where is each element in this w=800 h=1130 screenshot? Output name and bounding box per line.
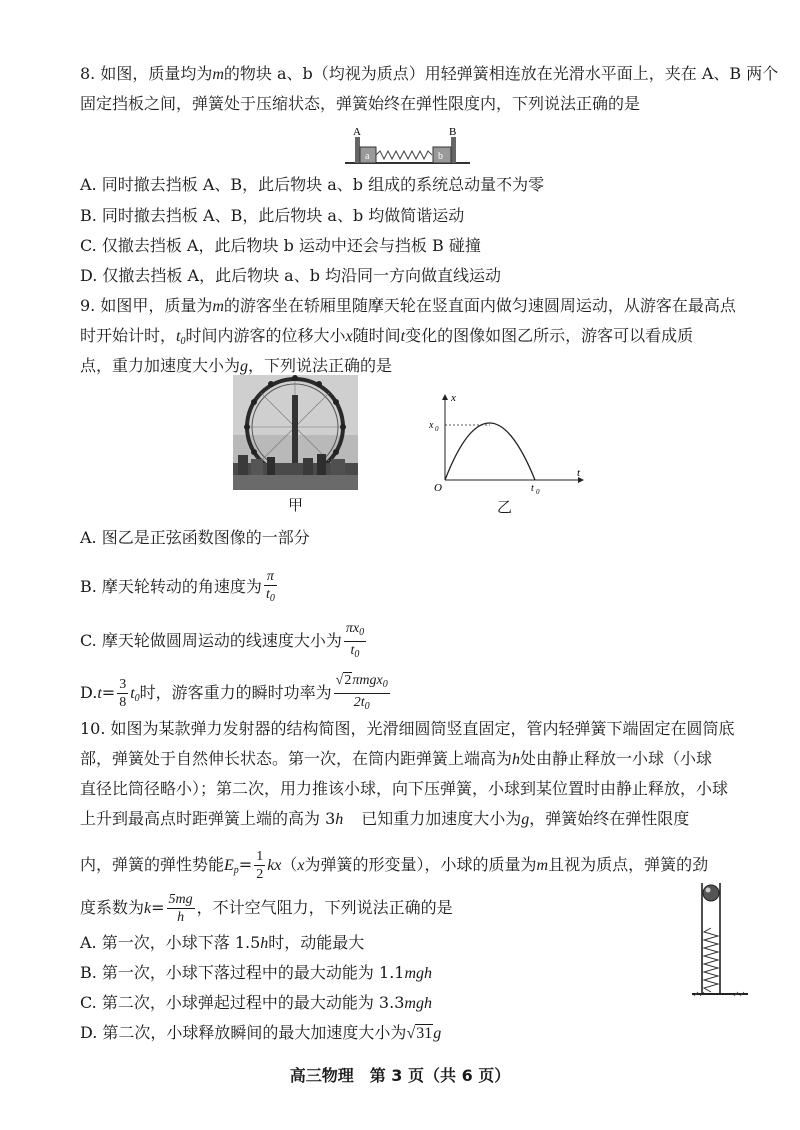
q10-line-1: 10. 如图为某款弹力发射器的结构简图，光滑细圆筒竖直固定，管内轻弹簧下端固定在圆筒底	[80, 719, 735, 738]
q10-line-6	[80, 891, 453, 926]
radicand: 31	[416, 1025, 433, 1042]
frac-den	[334, 694, 390, 715]
x0-label: x	[429, 420, 434, 431]
var-g: g	[433, 1025, 442, 1042]
den-sub: 0	[269, 593, 275, 604]
frac-den	[344, 642, 366, 663]
num-rest: πmgx	[352, 673, 383, 688]
q9-option-c	[80, 620, 368, 663]
var-m: m	[212, 66, 224, 83]
q9-text: 变化的图像如图乙所示，游客可以看成质	[405, 326, 694, 345]
q9-line-1	[80, 295, 736, 318]
ball	[703, 885, 719, 901]
q8-line-1	[80, 63, 778, 86]
equals: =	[101, 683, 116, 702]
sqrt-two: √2	[335, 673, 352, 688]
q10-text: 已知重力加速度大小为	[361, 809, 522, 828]
q10-optA-text: 时，动能最大	[268, 933, 365, 952]
den-2t: 2t	[353, 695, 365, 710]
barrier-a	[355, 137, 360, 163]
equals: =	[238, 855, 253, 874]
q10-option-c	[80, 992, 432, 1015]
var-t: t	[400, 328, 406, 345]
frac-num: 5mg	[168, 892, 193, 907]
var-h: h	[512, 751, 521, 768]
caption-jia: 甲	[288, 496, 304, 514]
q9-option-b	[80, 568, 279, 607]
q10-optC-text: C. 第二次，小球弹起过程中的最大动能为 3.3	[80, 993, 405, 1012]
q10-optA-text: A. 第一次，小球下落 1.5	[80, 933, 261, 952]
omega-fraction	[264, 568, 277, 607]
displacement-curve	[445, 423, 535, 480]
var-mgh: mgh	[404, 965, 433, 982]
q9-displacement-graph	[425, 390, 590, 495]
q10-line-4	[80, 808, 689, 831]
velocity-fraction	[344, 620, 366, 663]
q10-text: 处由静止释放一小球（小球	[520, 749, 713, 768]
frac-num	[334, 672, 390, 694]
q10-option-b	[80, 962, 432, 985]
opt-d-letter: D.	[80, 683, 98, 702]
q9-optD-text: 时，游客重力的瞬时功率为	[139, 683, 332, 702]
x0-sub: 0	[435, 425, 439, 433]
q10-text: （	[281, 855, 298, 874]
den-sub: 0	[354, 649, 360, 660]
q9-text: 随时间	[352, 326, 401, 345]
frac-den: h	[177, 910, 185, 925]
frac-num: 3	[119, 677, 127, 692]
q8-spring-figure	[345, 125, 470, 167]
num-sub: 0	[382, 679, 388, 690]
origin-label: O	[434, 482, 442, 494]
var-m: m	[536, 857, 549, 874]
k-fraction	[167, 891, 195, 926]
den-sub: 0	[364, 701, 370, 712]
t0-sub: 0	[536, 488, 540, 495]
block-a-label: a	[365, 151, 370, 162]
q9-line-2	[80, 325, 693, 353]
den-t: t	[265, 587, 270, 602]
var-Ep: E	[224, 857, 234, 874]
half-fraction	[254, 848, 265, 883]
var-t: t	[97, 685, 102, 702]
q9-text: ，下列说法正确的是	[248, 356, 393, 375]
t0-label: t	[531, 483, 534, 494]
q9-text: 的游客坐在轿厢里随摩天轮在竖直面内做匀速圆周运动，从游客在最高点	[223, 296, 736, 315]
q10-text: 为弹簧的形变量），小球的质量为	[304, 855, 537, 874]
power-fraction	[334, 672, 390, 715]
var-t0-sub: 0	[134, 693, 140, 704]
q8-option-a: A. 同时撤去挡板 A、B，此后物块 a、b 组成的系统总动量不为零	[80, 175, 545, 194]
q10-text: 度系数为	[80, 898, 145, 917]
q8-option-b: B. 同时撤去挡板 A、B，此后物块 a、b 均做简谐运动	[80, 206, 465, 225]
q10-text: 部，弹簧处于自然伸长状态。第一次，在筒内距弹簧上端高为	[80, 749, 513, 768]
equals: =	[151, 898, 165, 917]
radicand: 2	[344, 673, 352, 688]
q10-line-2	[80, 748, 712, 771]
var-x: x	[345, 328, 353, 345]
frac-den	[264, 586, 277, 607]
q10-text: ，不计空气阻力，下列说法正确的是	[196, 898, 453, 917]
q10-text: 内，弹簧的弹性势能	[80, 855, 225, 874]
var-Ep-sub: p	[233, 865, 239, 876]
q10-text: ，弹簧始终在弹性限度	[529, 809, 690, 828]
frac-num: 1	[256, 849, 264, 864]
sqrt-31: √31	[406, 1025, 433, 1042]
q9-optC-text: C. 摩天轮做圆周运动的线速度大小为	[80, 631, 342, 650]
y-axis-label: x	[451, 392, 456, 404]
var-g: g	[240, 358, 249, 375]
var-mgh: mgh	[404, 995, 432, 1012]
q10-line-3: 直径比筒径略小）；第二次，用力推该小球，向下压弹簧，小球到某位置时由静止释放，小球	[80, 779, 729, 798]
q10-line-5	[80, 848, 708, 883]
q10-option-a	[80, 932, 364, 955]
spring-launcher-figure	[690, 878, 750, 998]
num-sub: 0	[359, 627, 365, 638]
q9-option-d	[80, 672, 392, 715]
ferris-wheel-photo	[233, 375, 358, 490]
three-eighths	[117, 676, 128, 711]
q9-optB-text: B. 摩天轮转动的角速度为	[80, 577, 262, 596]
frac-num: π	[264, 568, 277, 586]
q10-optD-text: D. 第二次，小球释放瞬间的最大加速度大小为	[80, 1023, 407, 1042]
block-b-label: b	[438, 151, 443, 162]
q9-text: 时开始计时，	[80, 326, 177, 345]
q8-line-2: 固定挡板之间，弹簧处于压缩状态，弹簧始终在弹性限度内，下列说法正确的是	[80, 94, 641, 113]
var-t0: t	[176, 328, 181, 345]
q8-option-c: C. 仅撤去挡板 A，此后物块 b 运动中还会与挡板 B 碰撞	[80, 236, 481, 255]
frac-den: 8	[119, 695, 127, 710]
q8-option-d: D. 仅撤去挡板 A，此后物块 a、b 均沿同一方向做直线运动	[80, 266, 502, 285]
var-t0-sub: 0	[180, 336, 186, 347]
var-h: h	[260, 935, 269, 952]
var-x: x	[297, 857, 305, 874]
den-t: t	[350, 643, 355, 658]
num-pix: πx	[345, 621, 360, 636]
caption-yi: 乙	[497, 498, 513, 516]
var-kx: kx	[267, 857, 282, 874]
var-g: g	[521, 811, 530, 828]
page-footer: 高三物理 第 3 页（共 6 页）	[289, 1066, 511, 1085]
q10-text: 上升到最高点时距弹簧上端的高为 3	[80, 809, 336, 828]
q9-text: 时间内游客的位移大小	[185, 326, 346, 345]
q10-text: 且视为质点，弹簧的劲	[548, 855, 709, 874]
var-k: k	[144, 900, 152, 917]
q9-option-a: A. 图乙是正弦函数图像的一部分	[80, 528, 310, 547]
spring	[704, 928, 718, 992]
x-axis-label: t	[577, 467, 581, 479]
q9-text: 9. 如图甲，质量为	[80, 296, 213, 315]
barrier-b	[451, 137, 456, 163]
q10-option-d	[80, 1022, 441, 1045]
var-t0: t	[130, 685, 135, 702]
q8-text: 8. 如图，质量均为	[80, 64, 213, 83]
var-h: h	[335, 811, 344, 828]
q9-text: 点，重力加速度大小为	[80, 356, 241, 375]
var-m: m	[212, 298, 224, 315]
q8-text: 的物块 a、b（均视为质点）用轻弹簧相连放在光滑水平面上，夹在 A、B 两个	[223, 64, 779, 83]
label-A: A	[353, 126, 361, 138]
q10-optB-text: B. 第一次，小球下落过程中的最大动能为 1.1	[80, 963, 405, 982]
label-B: B	[449, 126, 457, 138]
frac-num	[344, 620, 366, 642]
frac-den: 2	[256, 867, 264, 882]
